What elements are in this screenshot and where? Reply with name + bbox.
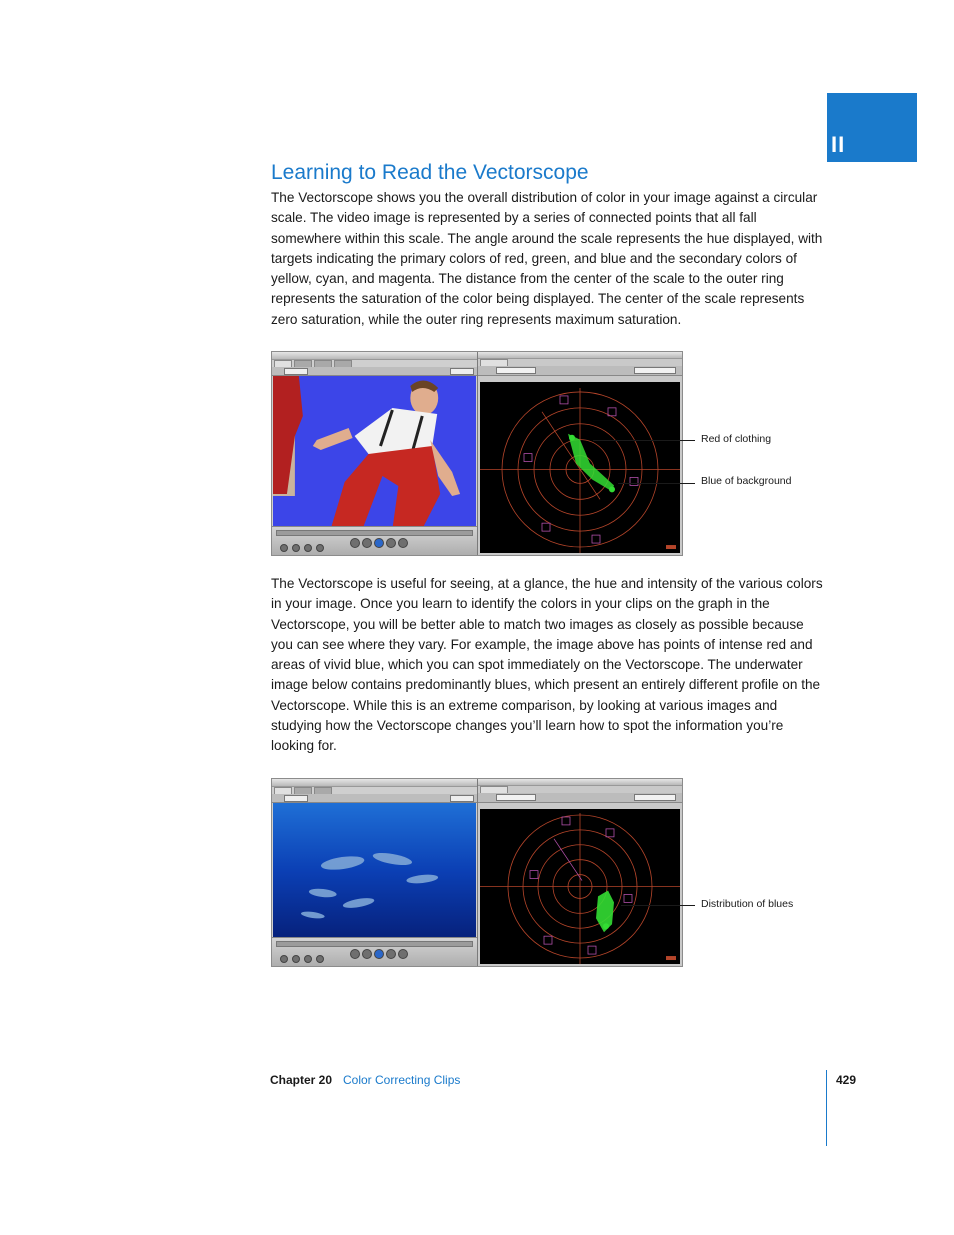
scopes-tabs <box>480 786 508 792</box>
part-tab-label: II <box>831 132 846 157</box>
play-button <box>374 949 384 959</box>
viewer-controls <box>272 367 477 376</box>
video-scopes-window <box>478 779 682 966</box>
viewer-transport <box>272 937 477 966</box>
figure-dancer-screenshot <box>271 351 683 556</box>
transport-button <box>280 544 288 552</box>
footer-chapter-title: Color Correcting Clips <box>343 1073 461 1087</box>
callout-line <box>621 905 695 906</box>
transport-button <box>386 949 396 959</box>
scrubber-bar <box>276 530 473 536</box>
transport-button <box>362 949 372 959</box>
viewer-titlebar <box>272 779 477 787</box>
layout-select <box>496 794 536 801</box>
footer-rule <box>826 1070 827 1146</box>
play-button <box>374 538 384 548</box>
layout-select <box>496 367 536 374</box>
callout-line <box>593 440 695 441</box>
paragraph-intro: The Vectorscope shows you the overall distribution of color in your image against a circular scale. The video image is represented by a series of connected points that all fall somewhere within this scale. The angle around the scale represents the hue displayed, with targets indicating the primary colors of red, green, and blue and the secondary colors of yellow, cyan, and magenta. The distance from the center of the scale to the outer ring represents the saturation of the color being displayed. The center of the scale represents zero saturation, while the outer ring represents maximum saturation. <box>271 190 823 327</box>
paragraph-usage: The Vectorscope is useful for seeing, at a glance, the hue and intensity of the various colors in your image. Once you learn to identify the colors in your clips on the graph in the Vectorscope, you will be better able to match two images as closely as possible because you can see where they vary. For example, the image above has points of intense red and areas of vivid blue, which you can spot immediately on the Vectorscope. The underwater image below contains predominantly blues, which present an entirely different profile on the Vectorscope. While this is an extreme comparison, by looking at various images and studying how the Vectorscope changes you’ll learn how to spot the information you’re looking for. <box>271 576 823 754</box>
video-scopes-window <box>478 352 682 555</box>
view-select <box>634 367 676 374</box>
transport-button <box>350 949 360 959</box>
transport-button <box>316 544 324 552</box>
part-tab <box>827 93 917 162</box>
timecode-field <box>450 368 474 375</box>
view-select <box>634 794 676 801</box>
viewer-tabs <box>274 787 332 793</box>
scopes-titlebar <box>478 779 682 786</box>
transport-button <box>316 955 324 963</box>
timecode-field <box>284 368 308 375</box>
figure-dolphins-screenshot <box>271 778 683 967</box>
transport-button <box>292 544 300 552</box>
scopes-layout-bar <box>478 366 682 376</box>
callout-red-of-clothing: Red of clothing <box>701 433 772 445</box>
transport-button <box>398 538 408 548</box>
viewer-window <box>272 352 478 555</box>
viewer-window <box>272 779 478 966</box>
footer-chapter: Chapter 20 <box>270 1073 333 1087</box>
vectorscope-display <box>480 382 680 553</box>
page-number: 429 <box>836 1073 857 1087</box>
section-heading: Learning to Read the Vectorscope <box>271 161 589 184</box>
transport-button <box>280 955 288 963</box>
transport-button <box>362 538 372 548</box>
transport-button <box>386 538 396 548</box>
transport-button <box>304 544 312 552</box>
dancer-image <box>273 376 476 529</box>
viewer-transport <box>272 526 477 555</box>
timecode-field <box>450 795 474 802</box>
transport-button <box>398 949 408 959</box>
callout-line <box>618 483 695 484</box>
callout-blue-of-background: Blue of background <box>701 475 792 487</box>
timecode-field <box>284 795 308 802</box>
transport-button <box>292 955 300 963</box>
viewer-titlebar <box>272 352 477 360</box>
viewer-controls <box>272 794 477 803</box>
callout-distribution-of-blues: Distribution of blues <box>701 898 794 910</box>
scopes-layout-bar <box>478 793 682 803</box>
transport-button <box>350 538 360 548</box>
scopes-titlebar <box>478 352 682 359</box>
transport-button <box>304 955 312 963</box>
dolphins-image <box>273 803 476 940</box>
vectorscope-display <box>480 809 680 964</box>
scopes-tabs <box>480 359 508 365</box>
scrubber-bar <box>276 941 473 947</box>
viewer-tabs <box>274 360 352 366</box>
